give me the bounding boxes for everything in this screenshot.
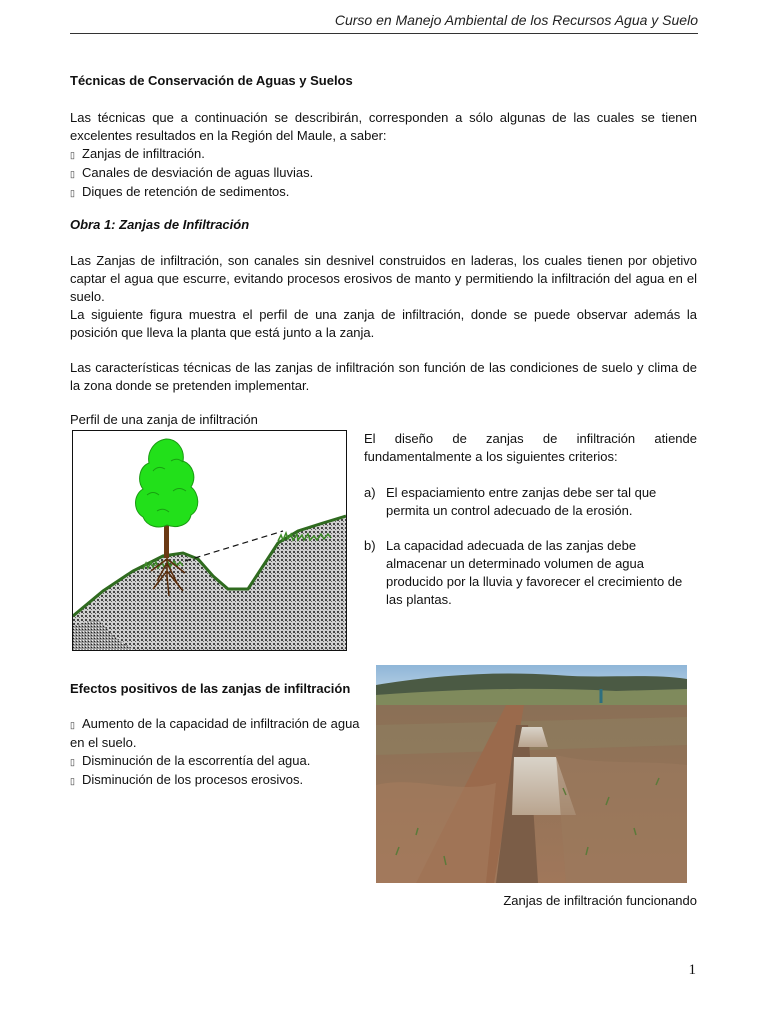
list-item: ▯ Canales de desviación de aguas lluvias. <box>70 164 697 183</box>
running-header: Curso en Manejo Ambiental de los Recursos Agua y Suelo <box>334 12 698 28</box>
header-rule <box>70 33 698 34</box>
bullet-icon: ▯ <box>70 150 75 160</box>
section-title: Técnicas de Conservación de Aguas y Suelos <box>70 73 353 88</box>
obra1-paragraph-3: Las características técnicas de las zanjas de infiltración son función de las condiciones de suelo y clima de la zona donde se pretenden implementar. <box>70 360 697 393</box>
infiltration-trench-photo <box>376 665 687 883</box>
criterion-label: b) <box>364 538 376 553</box>
list-item: ▯ Aumento de la capacidad de infiltración de agua en el suelo. <box>70 716 360 750</box>
trench-photo-illustration <box>376 665 687 883</box>
obra1-paragraph-1: Las Zanjas de infiltración, son canales sin desnivel construidos en laderas, los cuales tienen por objetivo captar el agua que escurre, evitando procesos erosivos de manto y permitiendo la infiltración del agua en el suelo. <box>70 253 697 304</box>
criterion-text: La capacidad adecuada de las zanjas debe almacenar un determinado volumen de agua producido por la lluvia y favorecer el crecimiento de las plantas. <box>386 538 683 607</box>
list-item: ▯ Zanjas de infiltración. <box>70 145 697 164</box>
list-item: ▯ Disminución de los procesos erosivos. <box>70 771 365 790</box>
obra1-title: Obra 1: Zanjas de Infiltración <box>70 217 250 232</box>
photo-caption: Zanjas de infiltración funcionando <box>503 893 697 908</box>
trench-profile-illustration <box>73 431 346 650</box>
techniques-list <box>70 145 697 202</box>
list-item: ▯ Diques de retención de sedimentos. <box>70 183 697 202</box>
intro-paragraph: Las técnicas que a continuación se describirán, corresponden a sólo algunas de las cuales se tienen excelentes resultados en la Región del Maule, a saber: <box>70 110 697 143</box>
bullet-icon: ▯ <box>70 720 75 730</box>
list-item: ▯ Disminución de la escorrentía del agua. <box>70 752 365 771</box>
bullet-icon: ▯ <box>70 776 75 786</box>
criterion-a <box>364 484 697 520</box>
criterion-text: El espaciamiento entre zanjas debe ser tal que permita un control adecuado de la erosión. <box>386 485 657 518</box>
bullet-icon: ▯ <box>70 757 75 767</box>
bullet-icon: ▯ <box>70 169 75 179</box>
effects-title: Efectos positivos de las zanjas de infiltración <box>70 681 351 696</box>
figure-caption: Perfil de una zanja de infiltración <box>70 412 258 427</box>
criterion-label: a) <box>364 485 376 500</box>
trench-profile-figure <box>72 430 347 651</box>
criterion-b <box>364 537 697 609</box>
bullet-icon: ▯ <box>70 188 75 198</box>
design-intro: El diseño de zanjas de infiltración atiende fundamentalmente a los siguientes criterios: <box>364 431 697 464</box>
effects-list <box>70 715 365 790</box>
page-number: 1 <box>688 962 696 978</box>
obra1-paragraph-2: La siguiente figura muestra el perfil de una zanja de infiltración, donde se puede observar además la posición que lleva la planta que está junto a la zanja. <box>70 307 697 340</box>
